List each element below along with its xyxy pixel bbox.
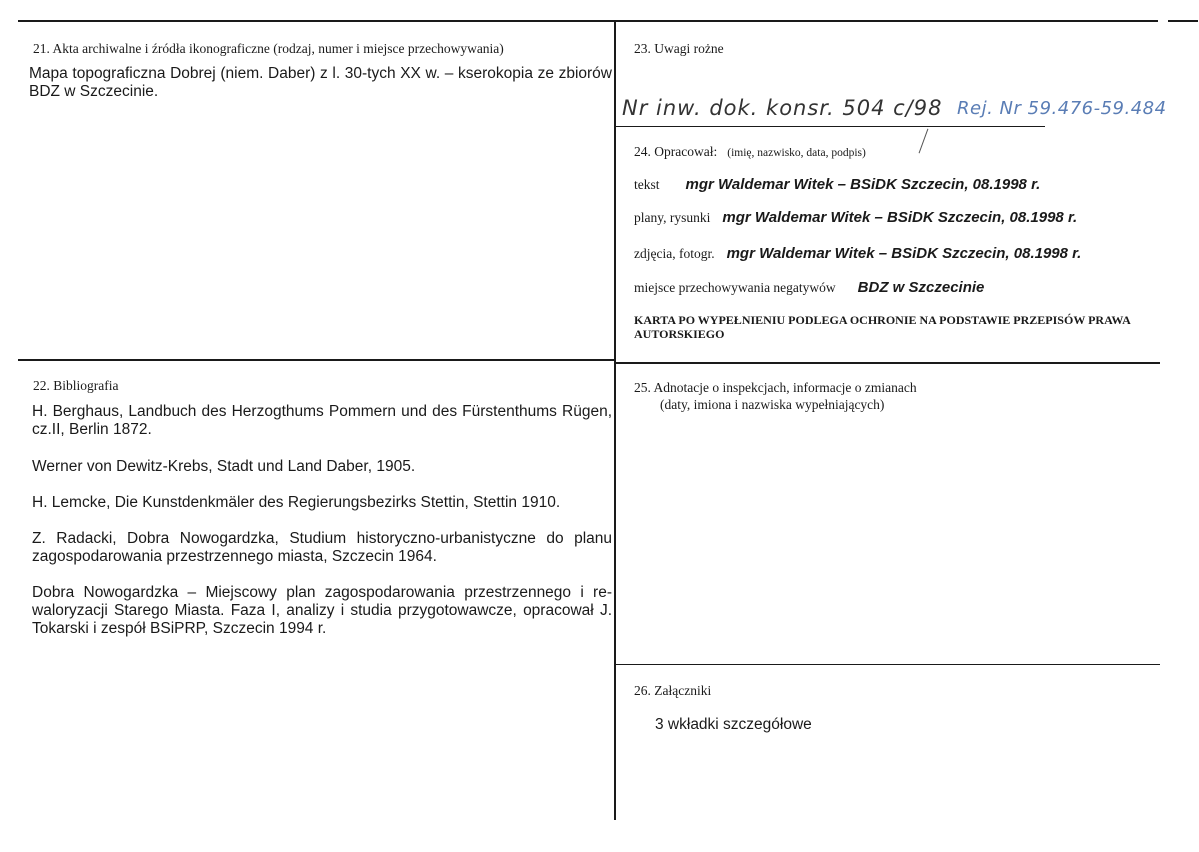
section22-label: 22. Bibliografia <box>33 378 119 393</box>
handwritten-register-number: Rej. Nr 59.476-59.484 <box>957 98 1167 119</box>
row-value: mgr Waldemar Witek – BSiDK Szczecin, 08.1998 r. <box>685 176 1041 193</box>
top-border <box>18 20 1158 22</box>
bibliography-entry: H. Lemcke, Die Kunstdenkmäler des Regierungsbezirks Stettin, Stettin 1910. <box>32 494 561 511</box>
author-row-plans <box>634 209 1077 227</box>
row-key: zdjęcia, fotogr. <box>634 246 715 261</box>
section25-sublabel: (daty, imiona i nazwiska wypełniających) <box>660 397 885 412</box>
row-key: miejsce przechowywania negatywów <box>634 280 836 295</box>
bibliography-entry: Dobra Nowogardzka – Miejscowy plan zagospodarowania przestrzennego i re-waloryzacji Starego Miasta. Faza I, analizy i studia przygotowawcze, opracował J. Tokarski i zespół BSiPRP, Szczecin 1994 r. <box>32 584 612 637</box>
negatives-location-row <box>634 279 984 297</box>
handwritten-slash-mark <box>919 129 929 154</box>
bibliography-entry: H. Berghaus, Landbuch des Herzogthums Pommern und des Fürstenthums Rügen, cz.II, Berlin 1872. <box>32 403 612 438</box>
left-horizontal-divider <box>18 359 615 361</box>
section23-underline <box>615 126 1045 127</box>
section24-label-row <box>634 143 866 161</box>
row-value: mgr Waldemar Witek – BSiDK Szczecin, 08.1998 r. <box>722 209 1078 226</box>
row-key: tekst <box>634 177 660 192</box>
attachments-text: 3 wkładki szczegółowe <box>655 716 812 733</box>
section21-text: Mapa topograficzna Dobrej (niem. Daber) z l. 30-tych XX w. – kserokopia ze zbiorów BDZ w Szczecinie. <box>29 65 612 100</box>
top-right-edge-dash <box>1168 20 1198 22</box>
right-horizontal-divider <box>615 362 1160 364</box>
section23-label: 23. Uwagi rożne <box>634 41 724 56</box>
bibliography-entry: Z. Radacki, Dobra Nowogardzka, Studium historyczno-urbanistyczne do planu zagospodarowania przestrzennego miasta, Szczecin 1964. <box>32 530 612 565</box>
section21-label: 21. Akta archiwalne i źródła ikonograficzne (rodzaj, numer i miejsce przechowywania) <box>33 41 504 56</box>
section25-label: 25. Adnotacje o inspekcjach, informacje o zmianach <box>634 380 917 395</box>
handwritten-inventory-note: Nr inw. dok. konsr. 504 c/98 <box>622 96 943 120</box>
row-value: BDZ w Szczecinie <box>857 279 985 296</box>
section24-label-note: (imię, nazwisko, data, podpis) <box>727 147 866 159</box>
author-row-text <box>634 176 1040 194</box>
row-value: mgr Waldemar Witek – BSiDK Szczecin, 08.1998 r. <box>726 245 1082 262</box>
section24-label: 24. Opracował: <box>634 144 718 159</box>
copyright-notice: KARTA PO WYPEŁNIENIU PODLEGA OCHRONIE NA PODSTAWIE PRZEPISÓW PRAWA AUTORSKIEGO <box>634 313 1131 341</box>
bibliography-entry: Werner von Dewitz-Krebs, Stadt und Land Daber, 1905. <box>32 458 416 475</box>
section25-bottom-divider <box>615 664 1160 665</box>
author-row-photos <box>634 245 1081 263</box>
row-key: plany, rysunki <box>634 210 711 225</box>
vertical-divider <box>614 20 616 820</box>
section26-label: 26. Załączniki <box>634 683 712 698</box>
